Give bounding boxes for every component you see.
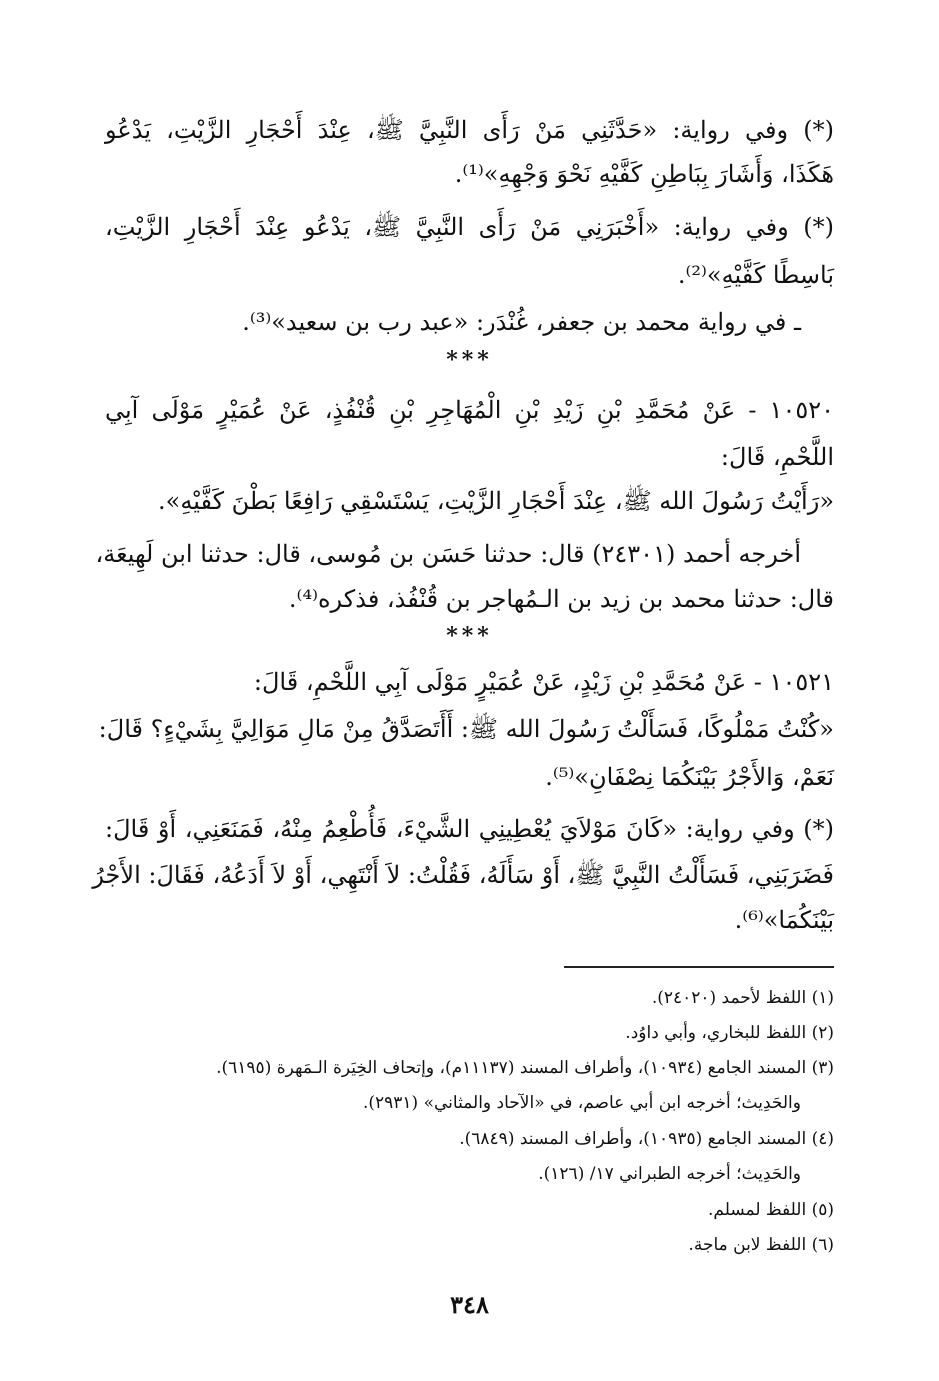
paragraph-line: (*) وفي رواية: «حَدَّثَنِي مَنْ رَأَى النَّبِيَّ ﷺ، عِنْدَ أَحْجَارِ الزَّيْتِ، يَدْعُو bbox=[105, 116, 834, 144]
footnote: (٥) اللفظ لمسلم. bbox=[707, 1200, 834, 1220]
takhrij-line: أخرجه أحمد (٢٤٣٠١) قال: حدثنا حَسَن بن مُوسى، قال: حدثنا ابن لَهِيعَة، bbox=[95, 540, 801, 568]
section-separator: *** bbox=[446, 347, 493, 373]
paragraph-line: (*) وفي رواية: «أَخْبَرَنِي مَنْ رَأَى النَّبِيَّ ﷺ، يَدْعُو عِنْدَ أَحْجَارِ الزَّيْتِ، bbox=[105, 213, 834, 241]
hadith-heading-line: ١٠٥٢١ - عَنْ مُحَمَّدِ بْنِ زَيْدٍ، عَنْ عُمَيْرٍ مَوْلَى آبِي اللَّحْمِ، قَالَ: bbox=[253, 668, 834, 696]
hadith-text-line: «رَأَيْتُ رَسُولَ الله ﷺ، عِنْدَ أَحْجَارِ الزَّيْتِ، يَسْتَسْقِي رَافِعًا بَطْنَ كَفَّيْهِ». bbox=[158, 487, 834, 515]
paragraph-line: (*) وفي رواية: «كَانَ مَوْلاَيَ يُعْطِينِي الشَّيْءَ، فَأُطْعِمُ مِنْهُ، فَمَنَعَنِي، أَوْ قَالَ: bbox=[105, 815, 834, 843]
footnote: والحَدِيث؛ أخرجه ابن أبي عاصم، في «الآحاد والمثاني» (٢٩٣١). bbox=[362, 1093, 801, 1113]
page-number: ٣٤٨ bbox=[450, 1290, 489, 1319]
footnote: (٢) اللفظ للبخاري، وأبي داوُد. bbox=[625, 1023, 834, 1043]
footnote: والحَدِيث؛ أخرجه الطبراني ١٧/ (١٢٦). bbox=[538, 1164, 801, 1184]
footnote: (٤) المسند الجامع (١٠٩٣٥)، وأطراف المسند (٦٨٤٩). bbox=[459, 1129, 834, 1149]
paragraph-line: هَكَذَا، وَأَشَارَ بِبَاطِنِ كَفَّيْهِ نَحْوَ وَجْهِهِ»⁽¹⁾. bbox=[454, 160, 834, 188]
footnote-divider bbox=[564, 966, 834, 968]
takhrij-line: قال: حدثنا محمد بن زيد بن الـمُهاجر بن قُنْفُذ، فذكره⁽⁴⁾. bbox=[288, 585, 834, 613]
hadith-heading-line: ١٠٥٢٠ - عَنْ مُحَمَّدِ بْنِ زَيْدِ بْنِ الْمُهَاجِرِ بْنِ قُنْفُذٍ، عَنْ عُمَيْرٍ مَوْلَى آبِي bbox=[105, 396, 834, 424]
hadith-text-line: نَعَمْ، وَالأَجْرُ بَيْنَكُمَا نِصْفَانِ»⁽⁵⁾. bbox=[545, 763, 834, 791]
footnote: (٣) المسند الجامع (١٠٩٣٤)، وأطراف المسند (١١١٣٧م)، وإتحاف الخِيَرة الـمَهرة (٦١٩٥). bbox=[216, 1058, 834, 1078]
paragraph-line: بَيْنَكُمَا»⁽⁶⁾. bbox=[734, 906, 834, 934]
hadith-heading-line: اللَّحْمِ، قَالَ: bbox=[720, 443, 834, 471]
section-separator: *** bbox=[446, 623, 493, 649]
paragraph-line: ـ في رواية محمد بن جعفر، غُنْدَر: «عبد رب بن سعيد»⁽³⁾. bbox=[242, 308, 801, 336]
paragraph-line: بَاسِطًا كَفَّيْهِ»⁽²⁾. bbox=[677, 261, 834, 289]
paragraph-line: فَضَرَبَنِي، فَسَأَلْتُ النَّبِيَّ ﷺ، أَوْ سَأَلَهُ، فَقُلْتُ: لاَ أَنْتَهِي، أَوْ لاَ أَدَعُهُ، فَقَالَ: الأَجْرُ bbox=[92, 861, 834, 889]
footnote: (٦) اللفظ لابن ماجة. bbox=[688, 1235, 834, 1255]
footnote: (١) اللفظ لأحمد (٢٤٠٢٠). bbox=[651, 988, 834, 1008]
hadith-text-line: «كُنْتُ مَمْلُوكًا، فَسَأَلْتُ رَسُولَ الله ﷺ: أَأَتَصَدَّقُ مِنْ مَالِ مَوَالِيَّ بِشَيْءٍ؟ قَالَ: bbox=[98, 715, 834, 743]
